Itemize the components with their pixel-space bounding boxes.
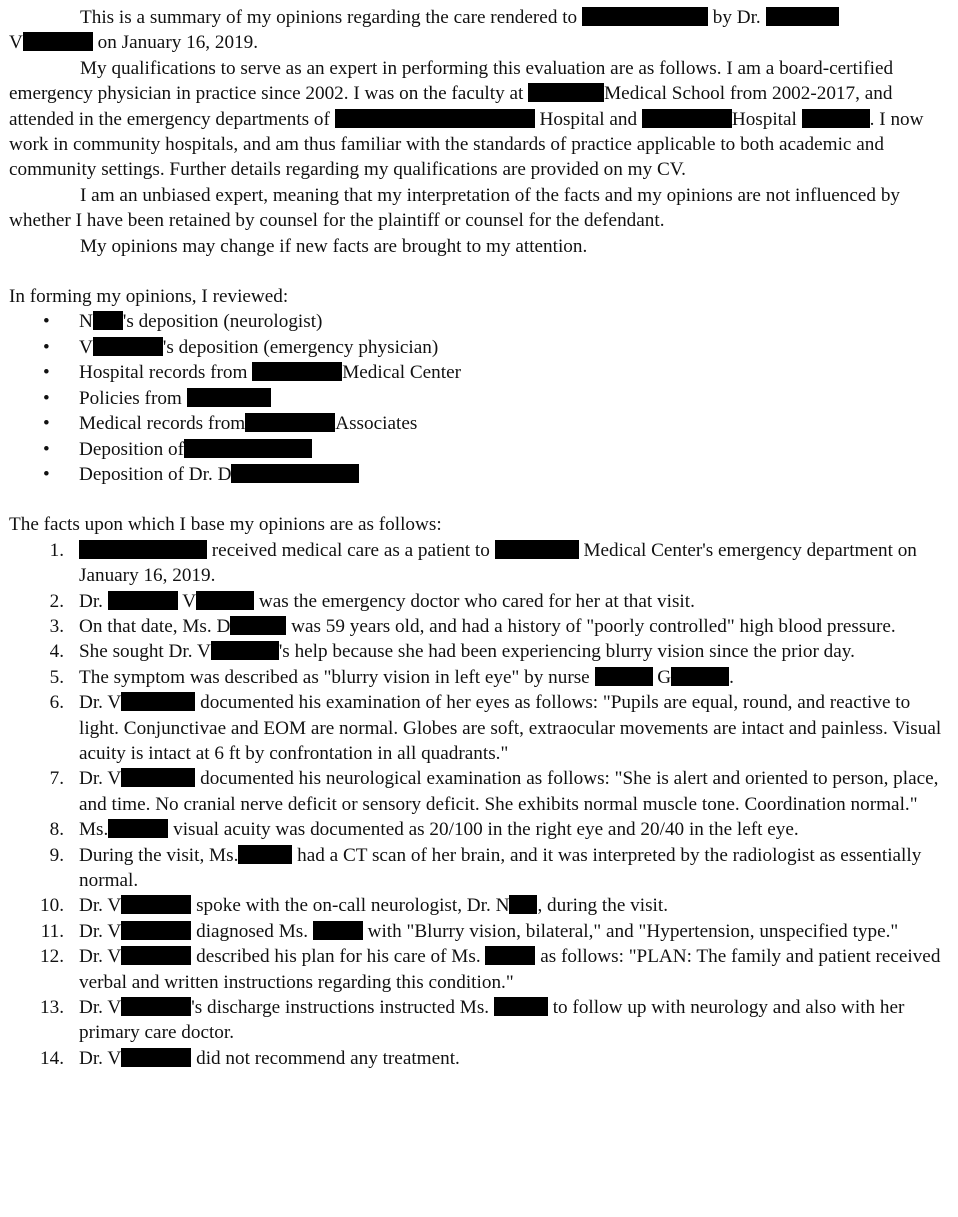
bullet: • — [43, 413, 50, 435]
redaction — [121, 1048, 191, 1067]
text: Hospital records from — [79, 362, 248, 384]
list-item — [9, 538, 949, 589]
list-item — [9, 944, 949, 995]
text: did not recommend any treatment. — [196, 1047, 460, 1069]
redaction — [121, 692, 195, 711]
text: Dr. V — [79, 895, 122, 917]
text: was 59 years old, and had a history of "poorly controlled" high blood pressure. — [291, 615, 896, 637]
text: Ms. — [79, 819, 109, 841]
list-item — [9, 437, 949, 462]
facts-list — [9, 538, 949, 1072]
text: by Dr. — [712, 7, 761, 28]
bullet: • — [43, 387, 50, 409]
item-number: 8. — [49, 819, 64, 841]
item-number: 14. — [40, 1047, 64, 1069]
item-number: 9. — [49, 844, 64, 866]
item-number: 3. — [49, 615, 64, 637]
text: to follow up with neurology and also with her primary care doctor. — [79, 997, 905, 1044]
list-item — [9, 589, 949, 614]
text: 's discharge instructions instructed Ms. — [191, 997, 490, 1019]
text: V — [9, 32, 23, 54]
text: Dr. V — [79, 997, 122, 1019]
redaction — [595, 667, 653, 686]
redaction — [196, 591, 254, 610]
text: , during the visit. — [537, 895, 669, 917]
text: G — [657, 666, 672, 688]
item-number: 7. — [49, 768, 64, 790]
text: Deposition of Dr. D — [79, 463, 232, 485]
redaction — [485, 946, 535, 965]
text: Medical Center's emergency department on January 16, 2019. — [79, 539, 917, 587]
text: N — [79, 311, 93, 333]
redaction — [121, 921, 191, 940]
redaction — [252, 362, 342, 381]
redaction — [79, 540, 207, 559]
text: with "Blurry vision, bilateral," and "Hypertension, unspecified type." — [367, 920, 899, 942]
list-item — [9, 817, 949, 842]
redaction — [93, 311, 123, 330]
text: had a CT scan of her brain, and it was interpreted by the radiologist as essentially normal. — [79, 844, 922, 891]
redaction — [187, 388, 271, 407]
redaction — [108, 591, 178, 610]
text: Medical Center — [342, 362, 461, 384]
text: Dr. V — [79, 946, 122, 968]
list-item — [9, 665, 949, 690]
text: . I now work in community hospitals, and am thus familiar with the standards of practice applicable to both academic and community settings. Further details regarding my qualifications are provided on my CV. — [9, 108, 924, 181]
bullet: • — [43, 311, 50, 333]
text: documented his examination of her eyes as follows: "Pupils are equal, round, and reactive to light. Conjunctivae and EOM are normal. Globes are soft, extraocular movements are intact and painless. Visual acuity is intact at 6 ft by confrontation in all quadrants." — [79, 692, 942, 764]
item-number: 11. — [40, 920, 64, 942]
list-item — [9, 639, 949, 664]
redaction — [495, 540, 579, 559]
text: 's help because she had been experiencing blurry vision since the prior day. — [278, 641, 855, 663]
item-number: 1. — [49, 539, 64, 561]
reviewed-list — [9, 309, 949, 487]
text: diagnosed Ms. — [196, 920, 309, 942]
summary-paragraph — [9, 5, 949, 56]
redaction — [528, 83, 604, 102]
redaction — [642, 109, 732, 128]
item-number: 4. — [49, 641, 64, 663]
text: V — [79, 336, 93, 358]
text: Dr. — [79, 590, 103, 612]
redaction — [231, 464, 359, 483]
text: Dr. V — [79, 768, 122, 790]
item-number: 12. — [40, 946, 64, 968]
text: on January 16, 2019. — [97, 32, 259, 54]
list-item — [9, 360, 949, 385]
redaction — [671, 667, 729, 686]
bullet: • — [43, 438, 50, 460]
unbiased-paragraph: I am an unbiased expert, meaning that my interpretation of the facts and my opinions are not influenced by whether I have been retained by counsel for the plaintiff or counsel for the defendant. — [9, 184, 901, 232]
text: was the emergency doctor who cared for her at that visit. — [258, 590, 695, 612]
item-number: 13. — [40, 997, 64, 1019]
text: as follows: "PLAN: The family and patient received verbal and written instructions regarding this condition." — [79, 946, 941, 993]
list-item — [9, 919, 949, 944]
text: spoke with the on-call neurologist, Dr. N — [196, 895, 510, 917]
list-item — [9, 309, 949, 334]
text: Medical School from 2002-2017, and attended in the emergency departments of — [9, 83, 893, 130]
list-item — [9, 411, 949, 436]
text: V — [182, 590, 197, 612]
text: 's deposition (emergency physician) — [162, 336, 439, 358]
redaction — [313, 921, 363, 940]
list-item — [9, 335, 949, 360]
text: described his plan for his care of Ms. — [196, 946, 481, 968]
redaction — [121, 768, 195, 787]
bullet: • — [43, 336, 50, 358]
text: Deposition of — [79, 438, 184, 460]
item-number: 5. — [49, 666, 64, 688]
text: She sought Dr. V — [79, 641, 211, 663]
change-paragraph: My opinions may change if new facts are brought to my attention. — [80, 235, 588, 257]
qualifications-paragraph — [9, 56, 949, 183]
text: . — [729, 666, 734, 688]
text: My qualifications to serve as an expert in performing this evaluation are as follows. I am a board-certified emergency physician in practice since 2002. I was on the faculty at — [9, 57, 894, 105]
list-item — [9, 386, 949, 411]
redaction — [494, 997, 548, 1016]
text: On that date, Ms. D — [79, 615, 231, 637]
item-number: 10. — [40, 895, 64, 917]
text: This is a summary of my opinions regarding the care rendered to — [80, 7, 578, 28]
text: Medical records from — [79, 413, 246, 435]
document-page — [9, 5, 949, 1071]
text: Dr. V — [79, 692, 122, 714]
item-number: 6. — [49, 692, 64, 714]
text: Dr. V — [79, 920, 122, 942]
redaction — [121, 895, 191, 914]
redaction — [245, 413, 335, 432]
text: Policies from — [79, 387, 182, 409]
list-item — [9, 690, 949, 766]
text: documented his neurological examination as follows: "She is alert and oriented to person, place, and time. No cranial nerve deficit or sensory deficit. She exhibits normal muscle tone. Coordination normal." — [79, 768, 939, 815]
bullet: • — [43, 362, 50, 384]
redaction — [802, 109, 870, 128]
redaction — [121, 946, 191, 965]
facts-intro: The facts upon which I base my opinions are as follows: — [9, 514, 442, 536]
list-item — [9, 995, 949, 1046]
redaction — [230, 616, 286, 635]
list-item — [9, 614, 949, 639]
redaction — [23, 32, 93, 51]
text: Hospital and — [539, 108, 638, 130]
text: 's deposition (neurologist) — [122, 311, 323, 333]
redaction — [108, 819, 168, 838]
item-number: 2. — [49, 590, 64, 612]
text: received medical care as a patient to — [211, 539, 490, 561]
list-item — [9, 1046, 949, 1071]
text: Associates — [335, 413, 418, 435]
bullet: • — [43, 463, 50, 485]
redaction — [582, 7, 708, 26]
list-item — [9, 766, 949, 817]
redaction — [509, 895, 537, 914]
text: The symptom was described as "blurry vision in left eye" by nurse — [79, 666, 590, 688]
redaction — [93, 337, 163, 356]
redaction — [121, 997, 191, 1016]
text: Dr. V — [79, 1047, 122, 1069]
redaction — [184, 439, 312, 458]
reviewed-intro: In forming my opinions, I reviewed: — [9, 286, 289, 308]
text: During the visit, Ms. — [79, 844, 239, 866]
text: Hospital — [731, 108, 797, 130]
redaction — [335, 109, 535, 128]
list-item — [9, 893, 949, 918]
text: visual acuity was documented as 20/100 in the right eye and 20/40 in the left eye. — [173, 819, 799, 841]
list-item — [9, 843, 949, 894]
redaction — [766, 7, 839, 26]
redaction — [211, 641, 279, 660]
list-item — [9, 462, 949, 487]
redaction — [238, 845, 292, 864]
